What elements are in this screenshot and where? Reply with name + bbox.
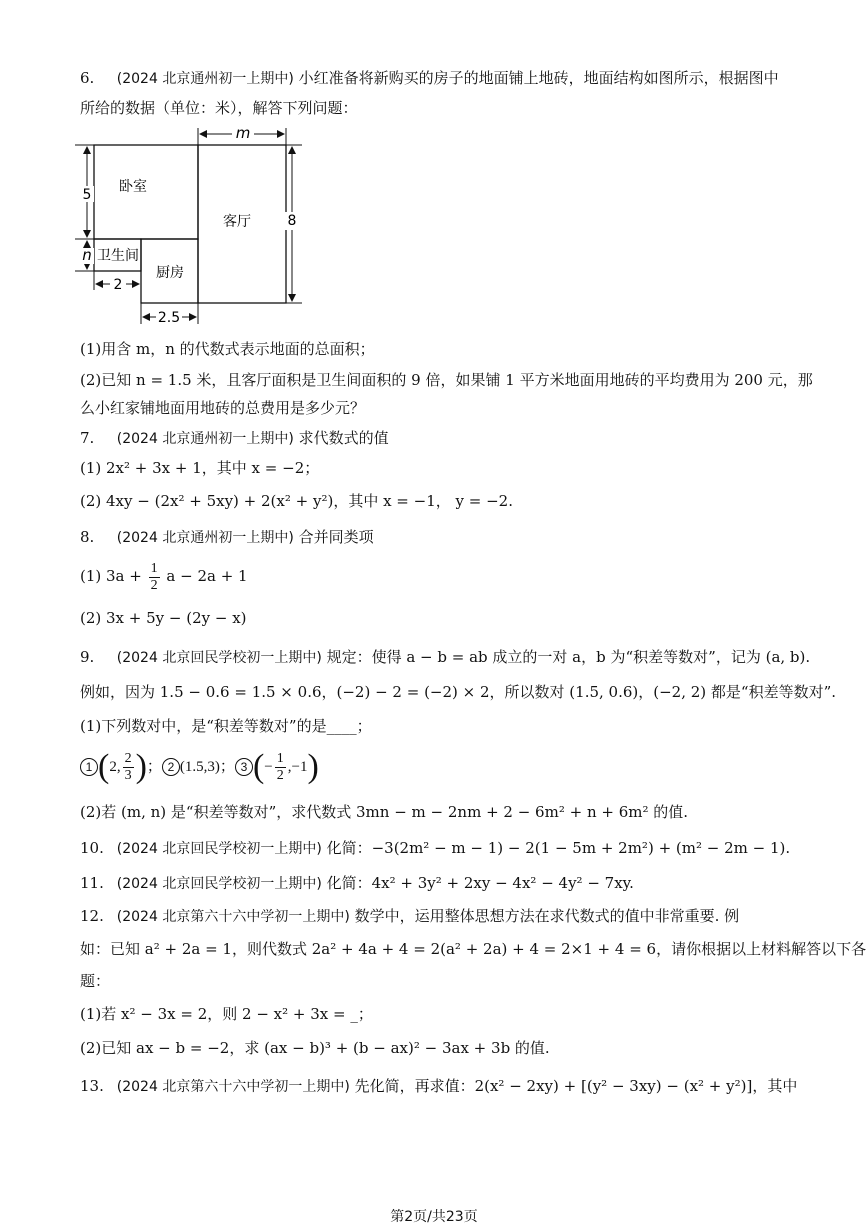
denominator: 2 [150,577,158,593]
q8-stem [80,527,374,548]
q9-part2: (2)若 (m, n) 是“积差等数对”，求代数式 3mn − m − 2nm + 2 − 6m² + n + 6m² 的值. [80,803,689,821]
question-source: (2024 北京第六十六中学初一上期中) [116,1079,350,1095]
question-text: 求代数式的值 [298,429,389,447]
question-source: (2024 北京通州初一上期中) [116,431,294,447]
q8-part1-pre: (1) 3a + [80,567,142,585]
separator: ； [219,757,235,775]
option-1-a: 2, [109,759,121,775]
dim-8-label: 8 [287,213,297,229]
dim-m-label: m [235,124,251,142]
question-source: (2024 北京第六十六中学初一上期中) [116,909,350,925]
q9-stem-line1 [80,647,810,668]
question-number: 11. [80,874,104,892]
denominator: 3 [124,767,132,783]
fraction [149,561,160,594]
q7-part1: (1) 2x² + 3x + 1，其中 x = −2； [80,459,320,477]
question-number: 8. [80,528,95,546]
separator: ； [146,757,162,775]
question-number: 9. [80,648,95,666]
q12-stem-line1 [80,906,739,927]
option-marker-1: 1 [80,758,98,776]
living-room-label: 客厅 [223,214,251,230]
dim-n-label: n [82,246,92,264]
question-text: 合并同类项 [298,528,374,546]
q6-part1: (1)用含 m，n 的代数式表示地面的总面积； [80,340,375,358]
question-source: (2024 北京回民学校初一上期中) [116,650,322,666]
question-text: 规定：使得 a − b = ab 成立的一对 a，b 为“积差等数对”，记为 (a, b). [326,648,811,666]
question-number: 13. [80,1077,104,1095]
question-number: 7. [80,429,95,447]
bathroom-label: 卫生间 [97,248,139,264]
question-text: 先化简，再求值：2(x² − 2xy) + [(y² − 3xy) − (x² + y²)]，其中 [354,1077,798,1095]
question-source: (2024 北京回民学校初一上期中) [116,876,322,892]
q6-part2-line1: (2)已知 n = 1.5 米，且客厅面积是卫生间面积的 9 倍，如果铺 1 平方米地面用地砖的平均费用为 200 元，那 [80,371,813,389]
question-source: (2024 北京通州初一上期中) [116,71,294,87]
dim-25-label: 2.5 [157,310,181,326]
q11 [80,873,634,894]
denominator: 2 [276,767,284,783]
option-3-b: ,−1 [287,759,308,775]
q9-options: 1 (2, $\frac{2}{3}$ )； 2 (1.5,3)； 3 (− $\frac{1}{2}$ ,−1) [80,744,319,789]
q12-stem-line2: 如：已知 a² + 2a = 1，则代数式 2a² + 4a + 4 = 2(a² + 2a) + 4 = 2×1 + 4 = 6，请你根据以上材料解答以下各 [80,940,867,958]
page-footer: 第2页/共23页 [390,1209,478,1225]
question-number: 10. [80,839,104,857]
fraction [123,751,134,784]
question-text: 化简：−3(2m² − m − 1) − 2(1 − 5m + 2m²) + (m² − 2m − 1). [326,839,791,857]
option-2: (1.5,3) [179,759,220,775]
option-3-sign: − [264,759,273,775]
q12-part2: (2)已知 ax − b = −2，求 (ax − b)³ + (b − ax)² − 3ax + 3b 的值. [80,1039,550,1057]
kitchen-label: 厨房 [156,265,184,281]
question-text: 小红准备将新购买的房子的地面铺上地砖，地面结构如图所示，根据图中 [298,69,779,87]
question-number: 12. [80,907,104,925]
q12-part1: (1)若 x² − 3x = 2，则 2 − x² + 3x = _； [80,1005,373,1023]
numerator: 2 [124,750,132,766]
question-text: 化简：4x² + 3y² + 2xy − 4x² − 4y² − 7xy. [326,874,634,892]
q8-part1-post: a − 2a + 1 [166,567,248,585]
q13 [80,1076,797,1097]
question-source: (2024 北京通州初一上期中) [116,530,294,546]
q8-part1 [80,558,248,594]
q6-part2-line2: 么小红家铺地面用地砖的总费用是多少元？ [80,399,366,417]
fraction [275,751,286,784]
question-text: 数学中，运用整体思想方法在求代数式的值中非常重要. 例 [354,907,740,925]
numerator: 1 [150,560,158,576]
q6-stem-line1 [80,68,779,89]
q9-stem-line2: 例如，因为 1.5 − 0.6 = 1.5 × 0.6，(−2) − 2 = (−2) × 2，所以数对 (1.5, 0.6)，(−2, 2) 都是“积差等数对”. [80,683,837,701]
q8-part2: (2) 3x + 5y − (2y − x) [80,609,247,627]
q10 [80,838,790,859]
question-source: (2024 北京回民学校初一上期中) [116,841,322,857]
q9-part1: (1)下列数对中，是“积差等数对”的是____； [80,717,372,735]
question-number: 6. [80,69,95,87]
dim-2-label: 2 [113,277,123,293]
bedroom-label: 卧室 [119,179,147,195]
dim-5-label: 5 [82,187,92,203]
option-marker-2: 2 [162,758,180,776]
q6-stem-line2: 所给的数据（单位：米），解答下列问题： [80,99,358,117]
option-marker-3: 3 [235,758,253,776]
q7-stem [80,428,389,449]
numerator: 1 [276,750,284,766]
q7-part2: (2) 4xy − (2x² + 5xy) + 2(x² + y²)，其中 x = −1， y = −2. [80,492,513,510]
floor-plan-figure [70,124,310,329]
q12-stem-line3: 题： [80,972,111,990]
